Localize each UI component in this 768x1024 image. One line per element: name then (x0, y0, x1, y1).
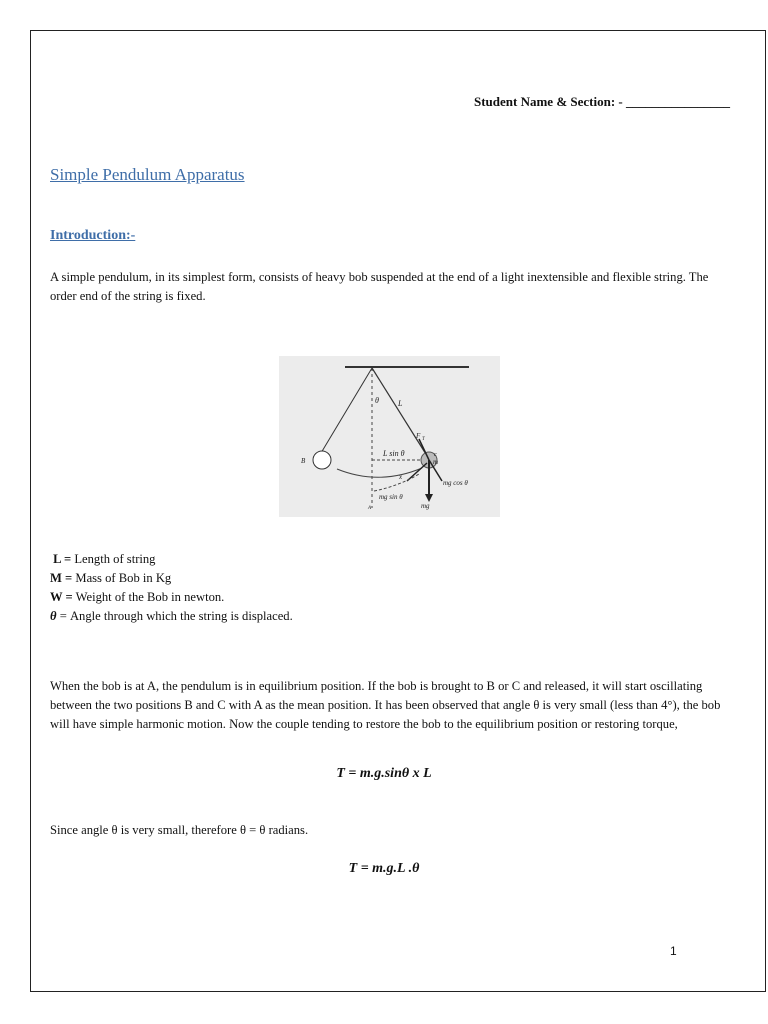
label-mgcos: mg cos θ (443, 479, 468, 487)
student-label: Student Name & Section: - (473, 94, 623, 109)
definition-symbol: M = (50, 571, 73, 585)
mg-arrowhead (425, 494, 433, 502)
string-to-b (321, 368, 372, 453)
pendulum-figure (279, 356, 500, 517)
label-mg: mg (421, 502, 430, 510)
definition-text: Length of string (71, 552, 156, 566)
paragraph-small-angle: Since angle θ is very small, therefore θ = θ radians. (50, 823, 309, 837)
equation-torque-simplified: T = m.g.L .θ (348, 861, 420, 876)
label-mgsin: mg sin θ (379, 493, 403, 501)
label-m: m (433, 458, 439, 466)
definition-text: Weight of the Bob in newton. (72, 590, 225, 604)
definition-symbol: θ (50, 609, 57, 623)
label-a: A (368, 506, 372, 511)
introduction-heading: Introduction:- (50, 228, 136, 243)
label-l: L (398, 399, 403, 408)
definition-text: Mass of Bob in Kg (72, 571, 172, 585)
label-ft: F (416, 432, 421, 440)
bob-b (313, 451, 331, 469)
definition-item (50, 607, 293, 626)
label-theta: θ (375, 396, 379, 405)
definition-item (50, 550, 293, 569)
definition-symbol: W = (50, 590, 73, 604)
label-ft-sub: T (422, 437, 425, 442)
string-to-c (372, 368, 429, 459)
page-title: Simple Pendulum Apparatus (50, 165, 245, 184)
label-lsin: L sin θ (383, 449, 405, 458)
definitions-list (50, 550, 293, 626)
intro-paragraph: A simple pendulum, in its simplest form, consists of heavy bob suspended at the end of a light inextensible and flexible string. The order end of the string is fixed. (50, 270, 709, 303)
pendulum-diagram (279, 356, 500, 517)
swing-arc (337, 468, 422, 477)
label-c: c (434, 452, 437, 458)
definition-item (50, 569, 293, 588)
page-number: 1 (670, 944, 677, 958)
definition-text: = Angle through which the string is displaced. (56, 609, 293, 623)
definition-item (50, 588, 293, 607)
student-name-section (474, 94, 730, 110)
student-blank: ________________ (622, 94, 730, 109)
paragraph-equilibrium: When the bob is at A, the pendulum is in equilibrium position. If the bob is brought to B or C and released, it will start oscillating between the two positions B and C with A as the mean position. It has been observed that angle θ is very small (less than 4°), the bob will have simple harmonic motion. Now the couple tending to restore the bob to the equilibrium position or restoring torque, (50, 679, 721, 731)
equation-torque: T = m.g.sinθ x L (336, 766, 432, 781)
definition-symbol: L = (53, 552, 72, 566)
label-x: x (399, 473, 403, 481)
label-b: B (301, 457, 306, 465)
